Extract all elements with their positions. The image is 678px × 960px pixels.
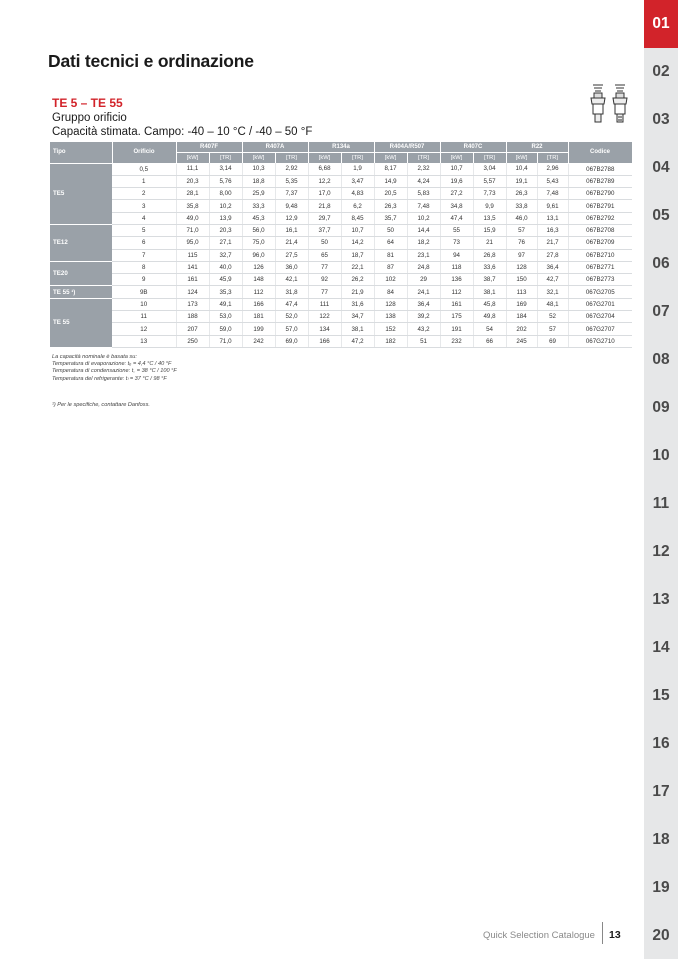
table-row: [50, 311, 632, 323]
capacity-cell: 22,1: [341, 261, 374, 273]
table-row: [50, 323, 632, 335]
capacity-cell: 21: [473, 237, 506, 249]
capacity-cell: 97: [506, 249, 537, 261]
capacity-cell: 199: [242, 323, 275, 335]
capacity-cell: 81: [374, 249, 407, 261]
capacity-cell: 169: [506, 298, 537, 310]
rating-notes: [52, 354, 177, 383]
capacity-cell: 10,3: [242, 163, 275, 175]
capacity-cell: 29,7: [308, 212, 341, 224]
column-header-refrigerant: R404A/R507: [374, 142, 440, 153]
capacity-cell: 7,48: [407, 200, 440, 212]
capacity-cell: 45,9: [209, 274, 242, 286]
chapter-tab-15[interactable]: 15: [652, 687, 670, 704]
capacity-cell: 136: [440, 274, 473, 286]
capacity-cell: 36,4: [537, 261, 568, 273]
table-row: [50, 163, 632, 175]
capacity-cell: 47,4: [275, 298, 308, 310]
capacity-cell: 35,7: [374, 212, 407, 224]
capacity-cell: 27,8: [537, 249, 568, 261]
column-header-tipo: Tipo: [50, 142, 112, 163]
capacity-cell: 6,68: [308, 163, 341, 175]
capacity-cell: 128: [374, 298, 407, 310]
chapter-tab-03[interactable]: 03: [652, 111, 670, 128]
unit-header: [TR]: [209, 153, 242, 164]
capacity-cell: 13,1: [537, 212, 568, 224]
capacity-cell: 12,2: [308, 175, 341, 187]
orificio-cell: 2: [112, 188, 176, 200]
capacity-cell: 20,5: [374, 188, 407, 200]
table-row: [50, 298, 632, 310]
capacity-cell: 20,3: [209, 224, 242, 236]
capacity-cell: 19,6: [440, 175, 473, 187]
capacity-cell: 2,32: [407, 163, 440, 175]
capacity-cell: 175: [440, 311, 473, 323]
capacity-cell: 87: [374, 261, 407, 273]
capacity-cell: 138: [374, 311, 407, 323]
capacity-cell: 71,0: [209, 335, 242, 347]
capacity-cell: 49,0: [176, 212, 209, 224]
chapter-tab-02[interactable]: 02: [652, 63, 670, 80]
chapter-tab-17[interactable]: 17: [652, 783, 670, 800]
capacity-cell: 38,1: [341, 323, 374, 335]
capacity-cell: 5,76: [209, 175, 242, 187]
capacity-cell: 7,48: [537, 188, 568, 200]
chapter-tab-08[interactable]: 08: [652, 351, 670, 368]
capacity-cell: 166: [242, 298, 275, 310]
codice-cell: 067G2704: [568, 311, 632, 323]
capacity-cell: 3,47: [341, 175, 374, 187]
capacity-cell: 245: [506, 335, 537, 347]
capacity-cell: 54: [473, 323, 506, 335]
capacity-cell: 38,1: [473, 286, 506, 298]
capacity-cell: 27,2: [440, 188, 473, 200]
tipo-cell: TE20: [50, 261, 112, 286]
capacity-cell: 77: [308, 286, 341, 298]
capacity-cell: 71,0: [176, 224, 209, 236]
chapter-tab-01[interactable]: 01: [644, 0, 678, 48]
codice-cell: 067G2707: [568, 323, 632, 335]
expansion-valve-illustration: [588, 82, 630, 130]
capacity-cell: 33,8: [506, 200, 537, 212]
capacity-cell: 49,1: [209, 298, 242, 310]
capacity-cell: 2,92: [275, 163, 308, 175]
chapter-tab-09[interactable]: 09: [652, 399, 670, 416]
capacity-cell: 57: [506, 224, 537, 236]
table-row: [50, 200, 632, 212]
note-line: Temperatura di evaporazione: tₑ = 4,4 °C / 40 °F: [52, 361, 172, 368]
unit-header: [TR]: [473, 153, 506, 164]
table-row: [50, 274, 632, 286]
capacity-cell: 10,2: [407, 212, 440, 224]
section-title: TE 5 – TE 55: [52, 96, 123, 110]
capacity-cell: 4,24: [407, 175, 440, 187]
chapter-tab-11[interactable]: 11: [652, 495, 670, 512]
capacity-cell: 3,04: [473, 163, 506, 175]
chapter-tab-10[interactable]: 10: [652, 447, 670, 464]
capacity-cell: 48,1: [537, 298, 568, 310]
capacity-cell: 57,0: [275, 323, 308, 335]
chapter-tab-04[interactable]: 04: [652, 159, 670, 176]
unit-header: [kW]: [242, 153, 275, 164]
capacity-cell: 14,2: [341, 237, 374, 249]
capacity-cell: 10,2: [209, 200, 242, 212]
capacity-cell: 36,0: [275, 261, 308, 273]
capacity-cell: 42,7: [537, 274, 568, 286]
chapter-tab-14[interactable]: 14: [652, 639, 670, 656]
capacity-cell: 33,6: [473, 261, 506, 273]
codice-cell: 067B2792: [568, 212, 632, 224]
unit-header: [kW]: [374, 153, 407, 164]
column-header-refrigerant: R407C: [440, 142, 506, 153]
capacity-cell: 18,2: [407, 237, 440, 249]
capacity-cell: 92: [308, 274, 341, 286]
capacity-cell: 43,2: [407, 323, 440, 335]
capacity-cell: 50: [308, 237, 341, 249]
capacity-cell: 21,4: [275, 237, 308, 249]
unit-header: [TR]: [537, 153, 568, 164]
capacity-cell: 115: [176, 249, 209, 261]
capacity-cell: 52: [537, 311, 568, 323]
codice-cell: 067B2788: [568, 163, 632, 175]
unit-header: [kW]: [440, 153, 473, 164]
chapter-tab-07[interactable]: 07: [652, 303, 670, 320]
capacity-cell: 47,2: [341, 335, 374, 347]
column-header-refrigerant: R134a: [308, 142, 374, 153]
capacity-range: Capacità stimata. Campo: -40 – 10 °C / -40 – 50 °F: [52, 126, 313, 138]
capacity-cell: 26,3: [506, 188, 537, 200]
chapter-tab-18[interactable]: 18: [652, 831, 670, 848]
note-line: Temperatura di condensazione: t꜀ = 38 °C / 100 °F: [52, 368, 177, 375]
column-header-refrigerant: R407A: [242, 142, 308, 153]
capacity-cell: 250: [176, 335, 209, 347]
capacity-cell: 21,9: [341, 286, 374, 298]
capacity-cell: 34,8: [440, 200, 473, 212]
capacity-cell: 50: [374, 224, 407, 236]
capacity-cell: 13,9: [209, 212, 242, 224]
capacity-cell: 148: [242, 274, 275, 286]
capacity-cell: 27,5: [275, 249, 308, 261]
capacity-cell: 12,9: [275, 212, 308, 224]
codice-cell: 067G2710: [568, 335, 632, 347]
capacity-cell: 181: [242, 311, 275, 323]
capacity-cell: 134: [308, 323, 341, 335]
capacity-cell: 15,9: [473, 224, 506, 236]
capacity-cell: 188: [176, 311, 209, 323]
capacity-cell: 76: [506, 237, 537, 249]
capacity-cell: 28,1: [176, 188, 209, 200]
capacity-cell: 2,96: [537, 163, 568, 175]
table-row: [50, 237, 632, 249]
orificio-cell: 10: [112, 298, 176, 310]
capacity-cell: 14,9: [374, 175, 407, 187]
orificio-cell: 11: [112, 311, 176, 323]
chapter-tabs: [644, 0, 678, 959]
page-title: Dati tecnici e ordinazione: [48, 51, 254, 71]
codice-cell: 067G2701: [568, 298, 632, 310]
capacity-cell: 10,4: [506, 163, 537, 175]
capacity-cell: 25,9: [242, 188, 275, 200]
capacity-cell: 5,57: [473, 175, 506, 187]
capacity-cell: 7,73: [473, 188, 506, 200]
capacity-cell: 10,7: [341, 224, 374, 236]
capacity-cell: 112: [242, 286, 275, 298]
capacity-cell: 95,0: [176, 237, 209, 249]
capacity-cell: 150: [506, 274, 537, 286]
table-row: [50, 212, 632, 224]
capacity-cell: 8,17: [374, 163, 407, 175]
capacity-cell: 42,1: [275, 274, 308, 286]
capacity-cell: 16,1: [275, 224, 308, 236]
capacity-cell: 65: [308, 249, 341, 261]
capacity-cell: 1,9: [341, 163, 374, 175]
orificio-cell: 9B: [112, 286, 176, 298]
column-header-refrigerant: R407F: [176, 142, 242, 153]
unit-header: [TR]: [341, 153, 374, 164]
footnote: ¹) Per le specifiche, contattare Danfoss.: [52, 402, 150, 408]
capacity-cell: 34,7: [341, 311, 374, 323]
capacity-cell: 52,0: [275, 311, 308, 323]
capacity-cell: 55: [440, 224, 473, 236]
section-subtitle: Gruppo orificio: [52, 112, 127, 124]
capacity-cell: 11,1: [176, 163, 209, 175]
capacity-cell: 232: [440, 335, 473, 347]
capacity-cell: 24,1: [407, 286, 440, 298]
chapter-tab-12[interactable]: 12: [652, 543, 670, 560]
capacity-cell: 40,0: [209, 261, 242, 273]
table-row: [50, 286, 632, 298]
tipo-cell: TE 55 ¹): [50, 286, 112, 298]
codice-cell: 067G2705: [568, 286, 632, 298]
capacity-cell: 122: [308, 311, 341, 323]
capacity-cell: 53,0: [209, 311, 242, 323]
tipo-cell: TE 55: [50, 298, 112, 347]
capacity-cell: 21,7: [537, 237, 568, 249]
capacity-cell: 31,6: [341, 298, 374, 310]
capacity-cell: 5,35: [275, 175, 308, 187]
codice-cell: 067B2771: [568, 261, 632, 273]
tipo-cell: TE5: [50, 163, 112, 224]
capacity-cell: 46,0: [506, 212, 537, 224]
tipo-cell: TE12: [50, 224, 112, 261]
capacity-cell: 24,8: [407, 261, 440, 273]
capacity-cell: 27,1: [209, 237, 242, 249]
chapter-tab-05[interactable]: 05: [652, 207, 670, 224]
orificio-cell: 0,5: [112, 163, 176, 175]
capacity-cell: 73: [440, 237, 473, 249]
capacity-cell: 141: [176, 261, 209, 273]
chapter-tab-06[interactable]: 06: [652, 255, 670, 272]
capacity-cell: 69: [537, 335, 568, 347]
capacity-cell: 8,45: [341, 212, 374, 224]
capacity-cell: 113: [506, 286, 537, 298]
capacity-cell: 29: [407, 274, 440, 286]
orificio-cell: 12: [112, 323, 176, 335]
capacity-cell: 57: [537, 323, 568, 335]
capacity-cell: 173: [176, 298, 209, 310]
capacity-cell: 10,7: [440, 163, 473, 175]
capacity-cell: 64: [374, 237, 407, 249]
capacity-cell: 45,8: [473, 298, 506, 310]
codice-cell: 067B2773: [568, 274, 632, 286]
capacity-cell: 118: [440, 261, 473, 273]
column-header-refrigerant: R22: [506, 142, 568, 153]
capacity-cell: 111: [308, 298, 341, 310]
codice-cell: 067B2790: [568, 188, 632, 200]
capacity-cell: 96,0: [242, 249, 275, 261]
capacity-cell: 161: [176, 274, 209, 286]
capacity-cell: 26,3: [374, 200, 407, 212]
capacity-cell: 5,83: [407, 188, 440, 200]
capacity-cell: 202: [506, 323, 537, 335]
capacity-cell: 9,48: [275, 200, 308, 212]
chapter-tab-13[interactable]: 13: [652, 591, 670, 608]
capacity-cell: 112: [440, 286, 473, 298]
capacity-cell: 166: [308, 335, 341, 347]
capacity-cell: 26,8: [473, 249, 506, 261]
capacity-cell: 207: [176, 323, 209, 335]
orificio-cell: 4: [112, 212, 176, 224]
capacity-cell: 21,8: [308, 200, 341, 212]
table-row: [50, 224, 632, 236]
codice-cell: 067B2710: [568, 249, 632, 261]
capacity-cell: 13,5: [473, 212, 506, 224]
capacity-cell: 31,8: [275, 286, 308, 298]
table-row: [50, 175, 632, 187]
capacity-cell: 14,4: [407, 224, 440, 236]
capacity-cell: 51: [407, 335, 440, 347]
capacity-cell: 18,7: [341, 249, 374, 261]
capacity-cell: 3,14: [209, 163, 242, 175]
unit-header: [kW]: [506, 153, 537, 164]
orificio-cell: 13: [112, 335, 176, 347]
capacity-cell: 19,1: [506, 175, 537, 187]
capacity-cell: 9,61: [537, 200, 568, 212]
capacity-cell: 33,3: [242, 200, 275, 212]
unit-header: [TR]: [275, 153, 308, 164]
capacity-cell: 16,3: [537, 224, 568, 236]
capacity-cell: 7,37: [275, 188, 308, 200]
orificio-cell: 5: [112, 224, 176, 236]
capacity-cell: 36,4: [407, 298, 440, 310]
capacity-cell: 5,43: [537, 175, 568, 187]
unit-header: [kW]: [176, 153, 209, 164]
orificio-cell: 8: [112, 261, 176, 273]
capacity-cell: 242: [242, 335, 275, 347]
capacity-cell: 47,4: [440, 212, 473, 224]
capacity-cell: 39,2: [407, 311, 440, 323]
capacity-cell: 152: [374, 323, 407, 335]
capacity-cell: 4,83: [341, 188, 374, 200]
capacity-cell: 94: [440, 249, 473, 261]
orificio-cell: 9: [112, 274, 176, 286]
table-row: [50, 261, 632, 273]
codice-cell: 067B2789: [568, 175, 632, 187]
column-header-codice: Codice: [568, 142, 632, 163]
table-row: [50, 335, 632, 347]
capacity-cell: 32,7: [209, 249, 242, 261]
capacity-cell: 6,2: [341, 200, 374, 212]
capacity-cell: 17,0: [308, 188, 341, 200]
capacity-cell: 49,8: [473, 311, 506, 323]
capacity-cell: 9,9: [473, 200, 506, 212]
codice-cell: 067B2791: [568, 200, 632, 212]
page-number: 13: [609, 929, 621, 941]
capacity-table: [50, 142, 633, 348]
orificio-cell: 3: [112, 200, 176, 212]
capacity-cell: 18,8: [242, 175, 275, 187]
capacity-cell: 66: [473, 335, 506, 347]
capacity-cell: 69,0: [275, 335, 308, 347]
capacity-cell: 23,1: [407, 249, 440, 261]
capacity-cell: 102: [374, 274, 407, 286]
capacity-cell: 45,3: [242, 212, 275, 224]
capacity-cell: 75,0: [242, 237, 275, 249]
chapter-tab-20[interactable]: 20: [652, 927, 670, 944]
capacity-cell: 26,2: [341, 274, 374, 286]
capacity-cell: 191: [440, 323, 473, 335]
capacity-cell: 84: [374, 286, 407, 298]
capacity-cell: 37,7: [308, 224, 341, 236]
capacity-cell: 128: [506, 261, 537, 273]
capacity-cell: 126: [242, 261, 275, 273]
footer-catalogue-title: Quick Selection Catalogue: [483, 930, 595, 941]
chapter-tab-19[interactable]: 19: [652, 879, 670, 896]
capacity-cell: 20,3: [176, 175, 209, 187]
capacity-cell: 32,1: [537, 286, 568, 298]
capacity-cell: 124: [176, 286, 209, 298]
capacity-cell: 161: [440, 298, 473, 310]
table-row: [50, 188, 632, 200]
capacity-cell: 77: [308, 261, 341, 273]
capacity-cell: 35,8: [176, 200, 209, 212]
column-header-orificio: Orificio: [112, 142, 176, 163]
unit-header: [kW]: [308, 153, 341, 164]
capacity-cell: 8,00: [209, 188, 242, 200]
footer-separator: [602, 922, 603, 944]
unit-header: [TR]: [407, 153, 440, 164]
codice-cell: 067B2709: [568, 237, 632, 249]
capacity-cell: 184: [506, 311, 537, 323]
codice-cell: 067B2708: [568, 224, 632, 236]
orificio-cell: 1: [112, 175, 176, 187]
chapter-tab-16[interactable]: 16: [652, 735, 670, 752]
capacity-cell: 38,7: [473, 274, 506, 286]
note-line: Temperatura del refrigerante: tₗ = 37 °C / 98 °F: [52, 375, 167, 382]
capacity-cell: 59,0: [209, 323, 242, 335]
capacity-cell: 56,0: [242, 224, 275, 236]
note-line: La capacità nominale è basata su:: [52, 354, 137, 360]
capacity-cell: 35,3: [209, 286, 242, 298]
orificio-cell: 6: [112, 237, 176, 249]
table-row: [50, 249, 632, 261]
orificio-cell: 7: [112, 249, 176, 261]
capacity-cell: 182: [374, 335, 407, 347]
